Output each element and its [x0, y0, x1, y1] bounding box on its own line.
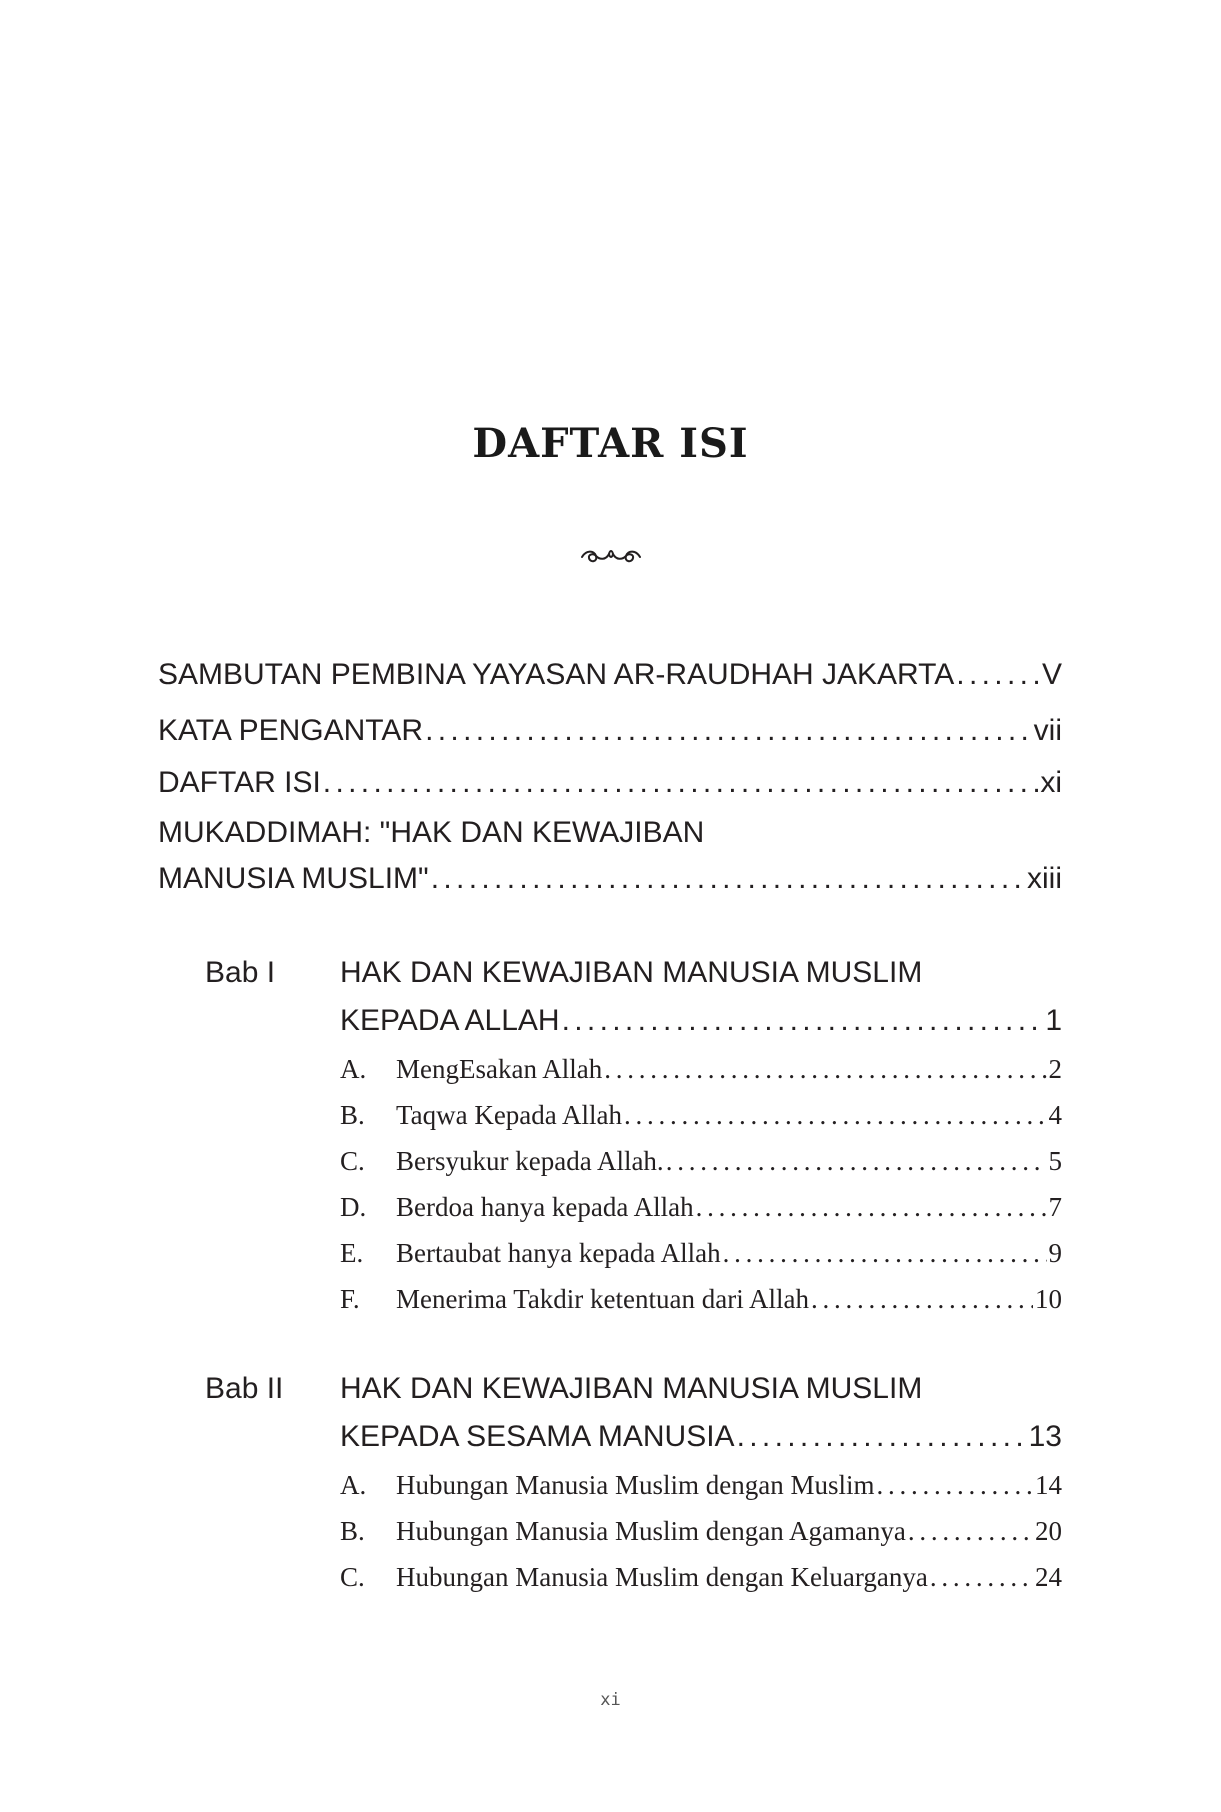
item-letter: C. — [340, 1562, 365, 1592]
dot-leader — [696, 1192, 1047, 1223]
item-page-number: 9 — [1048, 1238, 1062, 1268]
item-page-number: 5 — [1048, 1146, 1062, 1176]
item-letter: E. — [340, 1238, 364, 1268]
toc-subentry[interactable] — [340, 1516, 1062, 1547]
item-page-number: 7 — [1048, 1192, 1062, 1222]
toc-subentry[interactable] — [340, 1192, 1062, 1223]
item-page-number: 24 — [1035, 1562, 1062, 1592]
dot-leader — [876, 1470, 1033, 1501]
page-folio: xi — [600, 1690, 621, 1710]
toc-entry-daftar-isi[interactable] — [158, 766, 1062, 800]
entry-page-number: V — [1041, 658, 1062, 691]
entry-label: DAFTAR ISI — [158, 766, 321, 799]
item-letter: D. — [340, 1192, 367, 1222]
entry-label: SAMBUTAN PEMBINA YAYASAN AR-RAUDHAH JAKARTA — [158, 658, 955, 691]
entry-page-number: xi — [1040, 766, 1062, 799]
dot-leader — [956, 658, 1040, 692]
toc-subentry[interactable] — [340, 1238, 1062, 1269]
entry-page-number: xiii — [1027, 862, 1062, 895]
dot-leader — [624, 1100, 1046, 1131]
chapter-title-line2: KEPADA SESAMA MANUSIA — [340, 1420, 735, 1453]
item-page-number: 14 — [1035, 1470, 1062, 1500]
item-page-number: 4 — [1048, 1100, 1062, 1130]
item-letter: B. — [340, 1516, 365, 1546]
item-letter: C. — [340, 1146, 365, 1176]
chapter-label: Bab II — [205, 1372, 284, 1405]
item-label: Bertaubat hanya kepada Allah — [396, 1238, 721, 1268]
entry-label: KATA PENGANTAR — [158, 714, 424, 747]
chapter-title-line1: HAK DAN KEWAJIBAN MANUSIA MUSLIM — [340, 1372, 923, 1405]
item-letter: F. — [340, 1284, 360, 1314]
item-page-number: 20 — [1035, 1516, 1062, 1546]
chapter-title-line2: KEPADA ALLAH — [340, 1004, 560, 1037]
item-letter: A. — [340, 1470, 367, 1500]
entry-page-number: 1 — [1045, 1004, 1062, 1037]
item-label: Hubungan Manusia Muslim dengan Keluarganya — [396, 1562, 928, 1592]
dot-leader — [431, 862, 1025, 896]
dot-leader — [562, 1004, 1044, 1038]
item-label: Taqwa Kepada Allah — [396, 1100, 623, 1130]
dot-leader — [666, 1146, 1047, 1177]
item-label: Berdoa hanya kepada Allah — [396, 1192, 694, 1222]
toc-subentry[interactable] — [340, 1100, 1062, 1131]
chapter-label: Bab I — [205, 956, 276, 989]
toc-subentry[interactable] — [340, 1054, 1062, 1085]
dot-leader — [323, 766, 1039, 800]
floral-divider-icon — [578, 544, 644, 568]
item-label: Bersyukur kepada Allah. — [396, 1146, 664, 1176]
toc-subentry[interactable] — [340, 1146, 1062, 1177]
dot-leader — [908, 1516, 1033, 1547]
item-page-number: 10 — [1035, 1284, 1062, 1314]
dot-leader — [425, 714, 1032, 748]
page-title: DAFTAR ISI — [472, 420, 749, 467]
item-label: Hubungan Manusia Muslim dengan Muslim — [396, 1470, 875, 1500]
dot-leader — [723, 1238, 1047, 1269]
toc-entry-mukaddimah[interactable] — [158, 862, 1062, 896]
toc-subentry[interactable] — [340, 1470, 1062, 1501]
dot-leader — [604, 1054, 1046, 1085]
toc-subentry[interactable] — [340, 1284, 1062, 1315]
item-label: Hubungan Manusia Muslim dengan Agamanya — [396, 1516, 906, 1546]
dot-leader — [930, 1562, 1033, 1593]
item-label: Menerima Takdir ketentuan dari Allah — [396, 1284, 809, 1314]
item-letter: B. — [340, 1100, 365, 1130]
item-label: MengEsakan Allah — [396, 1054, 603, 1084]
toc-entry-mukaddimah-line1: MUKADDIMAH: "HAK DAN KEWAJIBAN — [158, 816, 705, 849]
toc-entry-kata-pengantar[interactable] — [158, 714, 1062, 748]
toc-entry-sambutan[interactable] — [158, 658, 1062, 692]
item-page-number: 2 — [1048, 1054, 1062, 1084]
toc-subentry[interactable] — [340, 1562, 1062, 1593]
item-letter: A. — [340, 1054, 367, 1084]
entry-page-number: vii — [1033, 714, 1062, 747]
entry-label: MANUSIA MUSLIM" — [158, 862, 429, 895]
dot-leader — [737, 1420, 1027, 1454]
toc-entry-bab-1[interactable] — [340, 1004, 1062, 1038]
chapter-title-line1: HAK DAN KEWAJIBAN MANUSIA MUSLIM — [340, 956, 923, 989]
entry-page-number: 13 — [1028, 1420, 1062, 1453]
toc-entry-bab-2[interactable] — [340, 1420, 1062, 1454]
dot-leader — [811, 1284, 1033, 1315]
